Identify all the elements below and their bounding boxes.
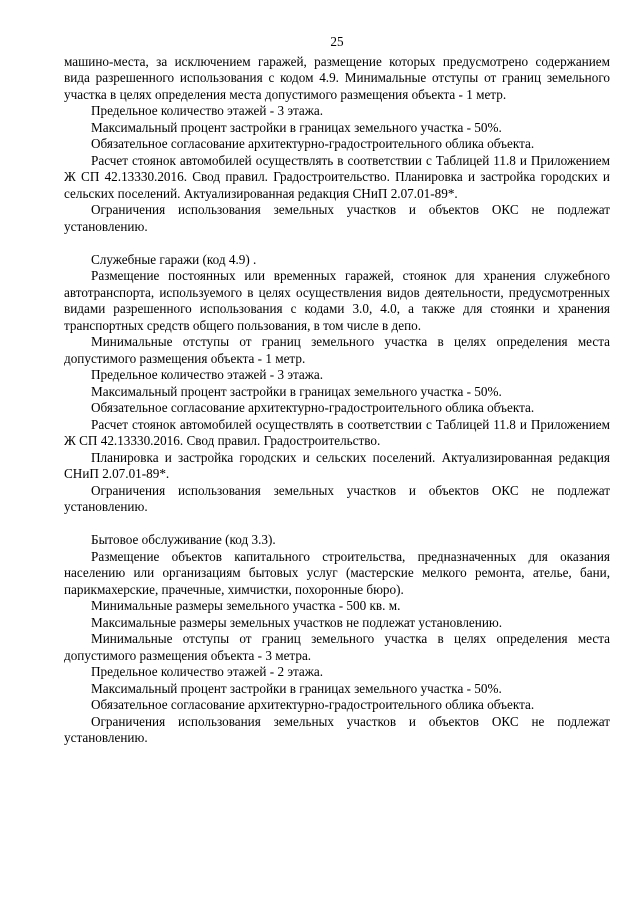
- section2-approval: Обязательное согласование архитектурно-градостроительного облика объекта.: [91, 400, 535, 415]
- section3-setbacks: Минимальные отступы от границ земельного участка в целях определения места допустимого размещения объекта - 3 метра.: [64, 631, 610, 663]
- section3-min-size: Минимальные размеры земельного участка - 500 кв. м.: [91, 598, 401, 613]
- page-number: 25: [330, 34, 344, 49]
- section3-title: Бытовое обслуживание (код 3.3).: [91, 532, 276, 547]
- section2-setbacks: Минимальные отступы от границ земельного участка в целях определения места допустимого размещения объекта - 1 метр.: [64, 334, 610, 366]
- paragraph-gap: [64, 516, 610, 533]
- section2-restrictions: Ограничения использования земельных участков и объектов ОКС не подлежат установлению.: [64, 482, 610, 514]
- section3-description: Размещение объектов капитального строительства, предназначенных для оказания населению или организациям бытовых услуг (мастерские мелкого ремонта, ателье, бани, парикмахерские, прачечные, химчистки, похоронные бюро).: [64, 548, 610, 597]
- section3-approval: Обязательное согласование архитектурно-градостроительного облика объекта.: [91, 697, 535, 712]
- paragraph-gap: [64, 235, 610, 252]
- section2-planning: Планировка и застройка городских и сельских поселений. Актуализированная редакция СНиП 2.07.01-89*.: [64, 449, 610, 481]
- section3-restrictions: Ограничения использования земельных участков и объектов ОКС не подлежат установлению.: [64, 713, 610, 745]
- section2-title: Служебные гаражи (код 4.9) .: [91, 251, 257, 267]
- section1-parking: Расчет стоянок автомобилей осуществлять в соответствии с Таблицей 11.8 и Приложением Ж СП 42.13330.2016. Свод правил. Градостроительство. Планировка и застройка городских и сельских поселений. Актуализированная редакция СНиП 2.07.01-89*.: [64, 152, 610, 201]
- section1-restrictions: Ограничения использования земельных участков и объектов ОКС не подлежат установлению.: [64, 202, 610, 234]
- section2-max-percent: Максимальный процент застройки в границах земельного участка - 50%.: [91, 383, 502, 399]
- section1-approval: Обязательное согласование архитектурно-градостроительного облика объекта.: [91, 136, 535, 151]
- section2-parking: Расчет стоянок автомобилей осуществлять в соответствии с Таблицей 11.8 и Приложением Ж СП 42.13330.2016. Свод правил. Градостроительство.: [64, 416, 610, 448]
- document-page: [64, 34, 610, 747]
- section3-floors: Предельное количество этажей - 2 этажа.: [91, 664, 324, 679]
- section2-floors: Предельное количество этажей - 3 этажа.: [91, 367, 324, 382]
- section3-max-percent: Максимальный процент застройки в границах земельного участка - 50%.: [91, 680, 502, 696]
- section3-max-size: Максимальные размеры земельных участков не подлежат установлению.: [91, 614, 503, 630]
- section1-max-percent: Максимальный процент застройки в границах земельного участка - 50%.: [91, 119, 502, 135]
- section2-description: Размещение постоянных или временных гаражей, стоянок для хранения служебного автотранспорта, используемого в целях осуществления видов деятельности, предусмотренных видами разрешенного использования с кодами 3.0, 4.0, а также для стоянки и хранения транспортных средств общего пользования, в том числе в депо.: [64, 268, 610, 333]
- section1-floors: Предельное количество этажей - 3 этажа.: [91, 103, 324, 118]
- section1-intro: машино-места, за исключением гаражей, размещение которых предусмотрено содержанием вида разрешенного использования с кодом 4.9. Минимальные отступы от границ земельного участка в целях определения места допустимого размещения объекта - 1 метр.: [64, 53, 610, 102]
